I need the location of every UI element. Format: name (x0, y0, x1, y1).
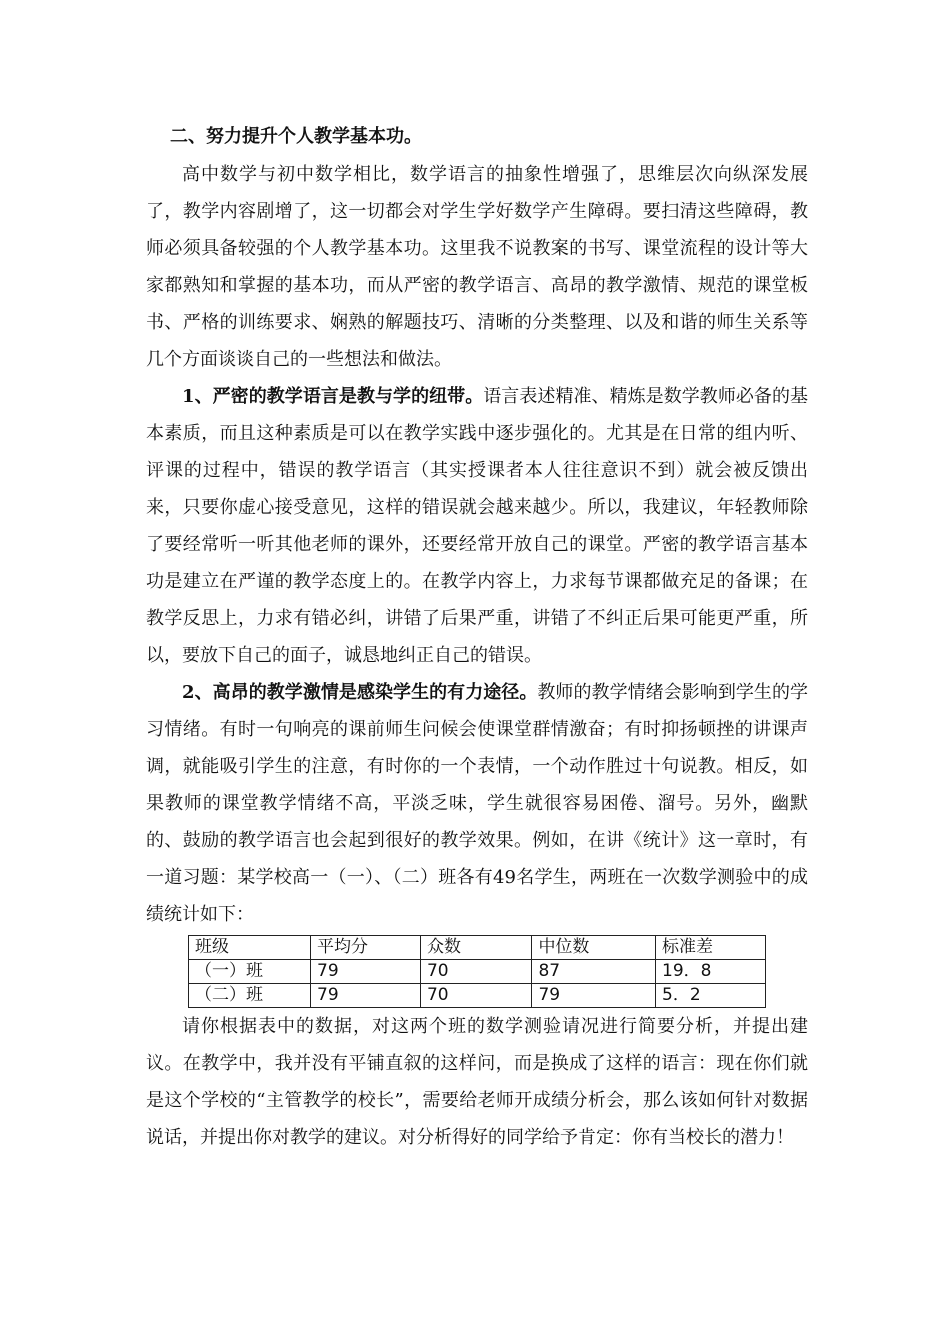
table-header-cell: 标准差 (656, 936, 766, 960)
section-heading: 二、努力提升个人教学基本功。 (170, 126, 422, 147)
section-1-body: 语言表述精准、精炼是数学教师必备的基本素质，而且这种素质是可以在教学实践中逐步强化的。尤其是在日常的组内听、评课的过程中，错误的教学语言（其实授课者本人往往意识不到）就会被反馈出来，只要你虚心接受意见，这样的错误就会越来越少。所以，我建议，年轻教师除了要经常听一听其他老师的课外，还要经常开放自己的课堂。严密的教学语言基本功是建立在严谨的教学态度上的。在教学内容上，力求每节课都做充足的备课；在教学反思上，力求有错必纠，讲错了后果严重，讲错了不纠正后果可能更严重，所以，要放下自己的面子，诚恳地纠正自己的错误。 (146, 386, 808, 666)
table-row (189, 984, 766, 1008)
table-cell: 87 (532, 960, 656, 984)
table-cell: 70 (420, 984, 531, 1008)
section-2-paragraph (146, 674, 808, 933)
table-cell: （二）班 (189, 984, 311, 1008)
section-1-paragraph (146, 378, 808, 674)
section-2-body: 教师的教学情绪会影响到学生的学习情绪。有时一句响亮的课前师生问候会使课堂群情激奋；有时抑扬顿挫的讲课声调，就能吸引学生的注意，有时你的一个表情，一个动作胜过十句说教。相反，如果教师的课堂教学情绪不高，平淡乏味，学生就很容易困倦、溜号。另外，幽默的、鼓励的教学语言也会起到很好的教学效果。例如，在讲《统计》这一章时，有一道习题：某学校高一（一）、（二）班各有49名学生，两班在一次数学测验中的成绩统计如下： (146, 682, 808, 925)
table-cell: 5．2 (656, 984, 766, 1008)
table-cell: 79 (311, 984, 421, 1008)
score-table (188, 935, 766, 1008)
table-header-cell: 平均分 (311, 936, 421, 960)
table-header-row (189, 936, 766, 960)
table-cell: 70 (420, 960, 531, 984)
table-header-cell: 中位数 (532, 936, 656, 960)
section-1-lead: 1、严密的教学语言是教与学的纽带。 (182, 386, 484, 407)
intro-paragraph: 高中数学与初中数学相比，数学语言的抽象性增强了，思维层次向纵深发展了，教学内容剧增了，这一切都会对学生学好数学产生障碍。要扫清这些障碍，教师必须具备较强的个人教学基本功。这里我不说教案的书写、课堂流程的设计等大家都熟知和掌握的基本功，而从严密的教学语言、高昂的教学激情、规范的课堂板书、严格的训练要求、娴熟的解题技巧、清晰的分类整理、以及和谐的师生关系等几个方面谈谈自己的一些想法和做法。 (146, 164, 808, 370)
table-cell: 19．8 (656, 960, 766, 984)
table-cell: 79 (532, 984, 656, 1008)
table-row (189, 960, 766, 984)
closing-paragraph: 请你根据表中的数据，对这两个班的数学测验请况进行简要分析，并提出建议。在教学中，我并没有平铺直叙的这样问，而是换成了这样的语言：现在你们就是这个学校的“主管教学的校长”，需要给老师开成绩分析会，那么该如何针对数据说话，并提出你对教学的建议。对分析得好的同学给予肯定：你有当校长的潜力！ (146, 1016, 808, 1148)
table-header-cell: 众数 (420, 936, 531, 960)
score-table-wrap (188, 935, 766, 1008)
table-cell: 79 (311, 960, 421, 984)
table-header-cell: 班级 (189, 936, 311, 960)
table-cell: （一）班 (189, 960, 311, 984)
document-page (146, 118, 808, 1156)
section-2-lead: 2、高昂的教学激情是感染学生的有力途径。 (182, 682, 538, 703)
